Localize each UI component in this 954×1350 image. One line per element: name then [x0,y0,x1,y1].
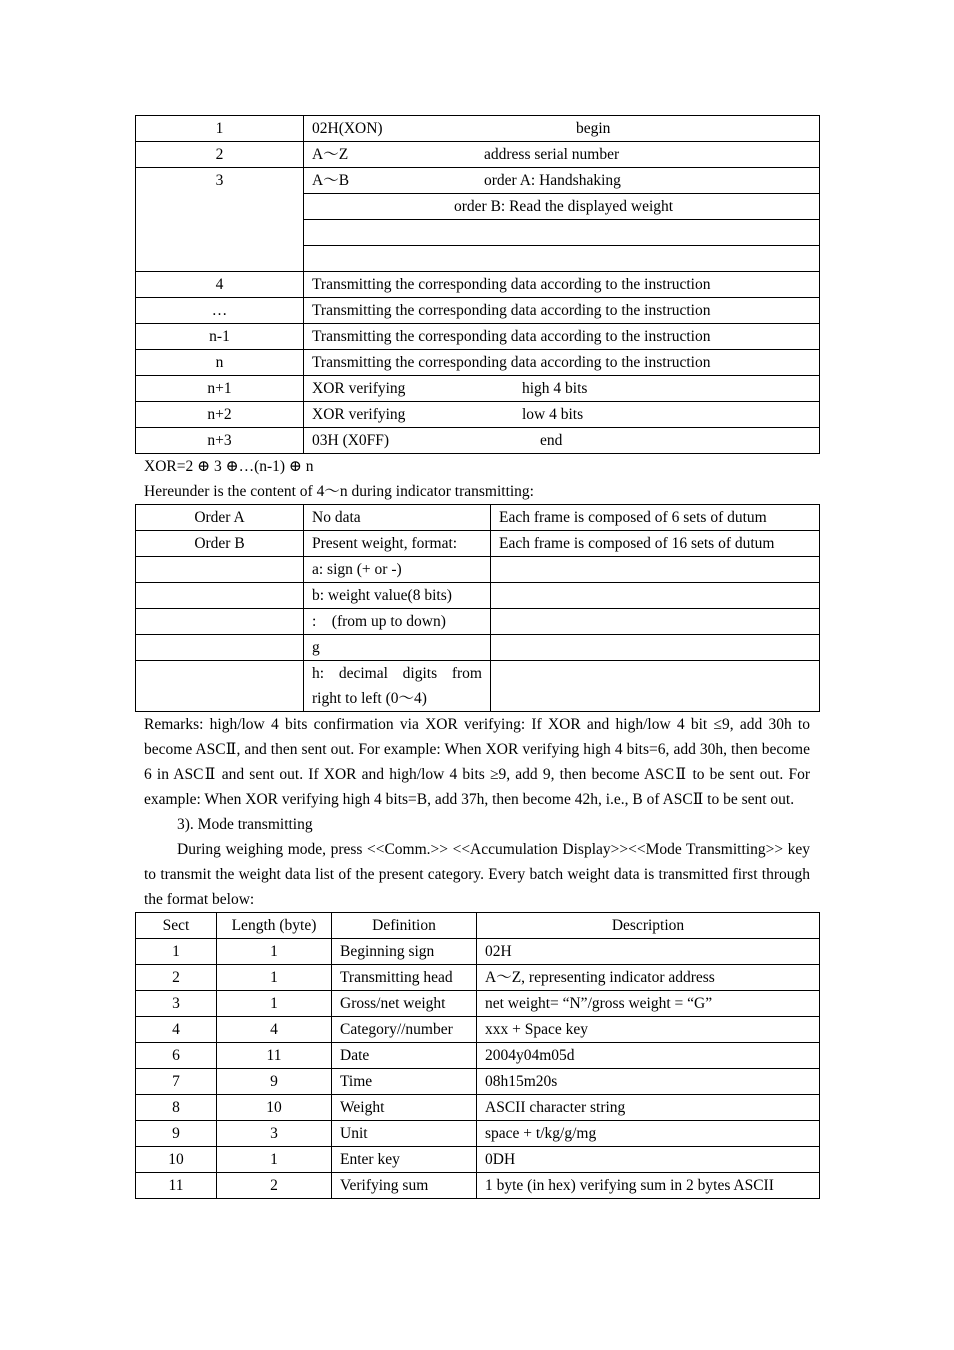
table-cell: 4 [136,272,304,298]
table-cell: Unit [332,1121,477,1147]
table-cell: 8 [136,1095,217,1121]
table-row [136,298,820,324]
table-cell: n+2 [136,402,304,428]
table-cell [304,376,820,402]
table-cell: Each frame is composed of 16 sets of dutum [491,531,820,557]
table-row [136,142,820,168]
table-cell [304,168,820,194]
table-cell: : (from up to down) [304,609,491,635]
table-cell: Gross/net weight [332,991,477,1017]
table-row [136,428,820,454]
table-row [136,1069,820,1095]
table-cell: 1 [136,939,217,965]
cell-code: A～Z [312,146,349,163]
table-cell: Beginning sign [332,939,477,965]
table-cell: 7 [136,1069,217,1095]
table-cell: 10 [217,1095,332,1121]
cell-code: A～B [312,172,350,189]
mode-paragraph: During weighing mode, press <<Comm.>> <<Accumulation Display>><<Mode Transmitting>> key to transmit the weight data list of the present category. Every batch weight data is transmitted first through the format below: [144,841,810,908]
table-cell: 08h15m20s [477,1069,820,1095]
table-row [136,324,820,350]
cell-code: XOR verifying [312,380,406,397]
table-row [136,557,820,583]
table-cell: 3 [136,991,217,1017]
table-cell: 4 [217,1017,332,1043]
table-row [136,402,820,428]
column-header: Sect [136,913,217,939]
table-cell: 1 [217,965,332,991]
column-header: Description [477,913,820,939]
table-cell: A～Z, representing indicator address [477,965,820,991]
table-row [136,350,820,376]
table-row [136,531,820,557]
table-cell: … [136,298,304,324]
table-row [136,272,820,298]
table-cell: g [304,635,491,661]
table-cell: 11 [217,1043,332,1069]
table-cell [491,635,820,661]
table-cell: n+3 [136,428,304,454]
table-cell: 1 byte (in hex) verifying sum in 2 bytes ASCII [477,1173,820,1199]
cell-code: XOR verifying [312,406,406,423]
cell-desc: begin [576,120,611,137]
table-cell: Enter key [332,1147,477,1173]
table-cell: 2 [217,1173,332,1199]
table-cell: 3 [136,168,304,272]
table-row [136,116,820,142]
table-cell [304,194,820,220]
table-cell [136,661,304,712]
table-cell: 10 [136,1147,217,1173]
table-cell: Present weight, format: [304,531,491,557]
table-row [136,376,820,402]
table-row [136,991,820,1017]
table-cell: 2004y04m05d [477,1043,820,1069]
table-row [136,635,820,661]
cell-desc: address serial number [484,146,620,163]
table-cell: 3 [217,1121,332,1147]
table-cell: 2 [136,965,217,991]
table-cell: a: sign (+ or -) [304,557,491,583]
table-cell: 9 [217,1069,332,1095]
cell-desc: end [540,432,563,449]
table-cell: 1 [217,939,332,965]
table-cell: Category//number [332,1017,477,1043]
table-cell: Order B [136,531,304,557]
cell-desc: order A: Handshaking [484,172,621,189]
table-row [136,939,820,965]
table-cell [491,609,820,635]
mode-transmit-table [135,912,820,1199]
protocol-frame-table [135,115,820,454]
cell-code: 02H(XON) [312,120,383,137]
table-cell: Transmitting the corresponding data according to the instruction [304,272,820,298]
table-cell: 6 [136,1043,217,1069]
table-row [136,505,820,531]
table-cell: Each frame is composed of 6 sets of dutum [491,505,820,531]
cell-desc: order B: Read the displayed weight [454,198,674,215]
table-cell [304,428,820,454]
table-cell [304,142,820,168]
table-cell: 1 [136,116,304,142]
table-row [136,168,820,194]
table-cell: 9 [136,1121,217,1147]
table-cell: Transmitting the corresponding data according to the instruction [304,324,820,350]
table-row [136,965,820,991]
table-row [136,609,820,635]
table-row [136,1173,820,1199]
table-cell [304,220,820,246]
table-cell [491,583,820,609]
table-cell: n [136,350,304,376]
document-page [135,115,819,1199]
table-row [136,1017,820,1043]
cell-code: 03H (X0FF) [312,432,390,449]
table-row [136,1147,820,1173]
indicator-content-table [135,504,820,712]
table-cell: Weight [332,1095,477,1121]
table-cell [136,557,304,583]
table-cell: Verifying sum [332,1173,477,1199]
table-cell: ASCII character string [477,1095,820,1121]
table-cell: xxx + Space key [477,1017,820,1043]
table-cell [491,557,820,583]
table-cell: Transmitting the corresponding data according to the instruction [304,298,820,324]
table-cell: 0DH [477,1147,820,1173]
table-cell: space + t/kg/g/mg [477,1121,820,1147]
table-cell: 4 [136,1017,217,1043]
table-cell: Order A [136,505,304,531]
cell-desc: low 4 bits [522,406,584,423]
table-cell: Time [332,1069,477,1095]
section-heading: 3). Mode transmitting [177,816,313,833]
table-cell [304,116,820,142]
table-cell [136,609,304,635]
table-cell: h: decimal digits from right to left (0～4) [304,661,491,712]
remarks-paragraph: Remarks: high/low 4 bits confirmation via XOR verifying: If XOR and high/low 4 bit ≤9, add 30h to become ASCⅡ, and then sent out. For example: When XOR verifying high 4 bits=6, add 30h, then become 6 in ASCⅡ and sent out. If XOR and high/low 4 bits ≥9, add 9, then become ASCⅡ to be sent out. For example: When XOR verifying high 4 bits=B, add 37h, then become 42h, i.e., B of ASCⅡ to be sent out. [144,716,810,808]
table-cell [136,583,304,609]
table-row [136,661,820,712]
table-cell: 2 [136,142,304,168]
table2-intro: Hereunder is the content of 4～n during indicator transmitting: [144,483,534,500]
table-cell: 1 [217,1147,332,1173]
table-cell: Transmitting head [332,965,477,991]
cell-desc: high 4 bits [522,380,588,397]
table-cell: n-1 [136,324,304,350]
table-row [136,1095,820,1121]
table-row [136,583,820,609]
table-cell: Transmitting the corresponding data according to the instruction [304,350,820,376]
table-cell: net weight= “N”/gross weight = “G” [477,991,820,1017]
table-cell [491,661,820,712]
table-header-row [136,913,820,939]
table-cell [136,635,304,661]
table-cell: Date [332,1043,477,1069]
column-header: Length (byte) [217,913,332,939]
table-cell [304,246,820,272]
column-header: Definition [332,913,477,939]
table-cell: 11 [136,1173,217,1199]
table-row [136,1043,820,1069]
table-cell: n+1 [136,376,304,402]
table-cell [304,402,820,428]
table-cell: b: weight value(8 bits) [304,583,491,609]
table-row [136,1121,820,1147]
table-cell: 02H [477,939,820,965]
xor-formula: XOR=2 ⊕ 3 ⊕…(n-1) ⊕ n [144,458,314,475]
table-cell: 1 [217,991,332,1017]
table-cell: No data [304,505,491,531]
